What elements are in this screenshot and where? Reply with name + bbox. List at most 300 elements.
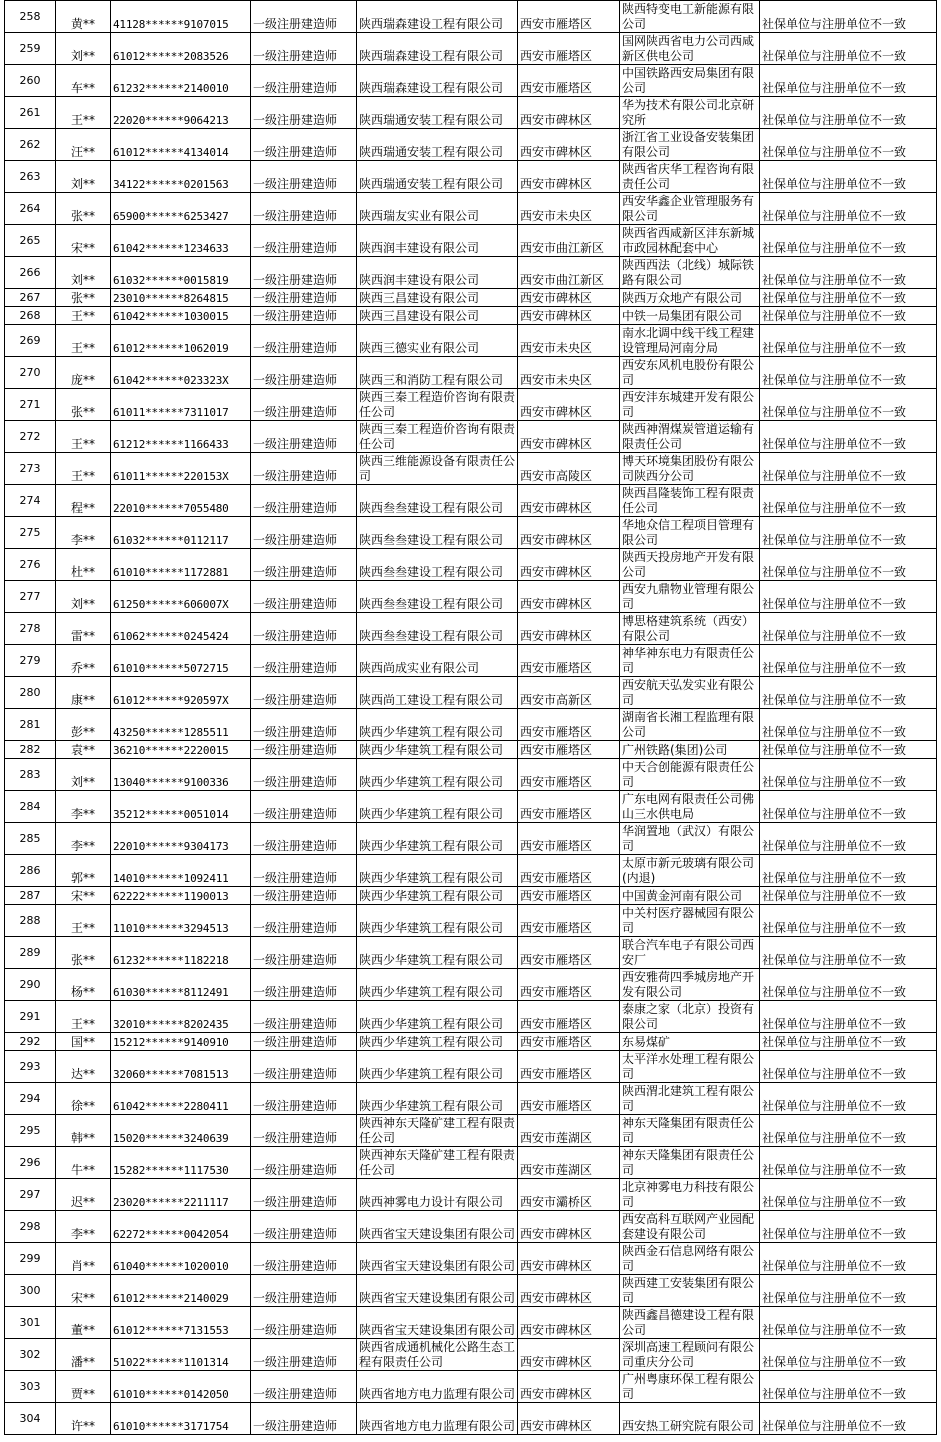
name-cell: 王** — [56, 307, 111, 325]
name-cell: 王** — [56, 453, 111, 485]
table-row — [5, 357, 937, 389]
name-cell: 程** — [56, 485, 111, 517]
district-cell: 西安市碑林区 — [518, 421, 620, 453]
table-body — [5, 1, 937, 1435]
id-number-cell: 61232******2140010 — [111, 65, 251, 97]
social-security-company-cell: 中关村医疗器械园有限公司 — [620, 905, 760, 937]
district-cell: 西安市碑林区 — [518, 1243, 620, 1275]
table-row — [5, 905, 937, 937]
id-number-cell: 13040******9100336 — [111, 759, 251, 791]
remark-cell: 社保单位与注册单位不一致 — [760, 1243, 937, 1275]
registered-company-cell: 陕西少华建筑工程有限公司 — [357, 1083, 518, 1115]
name-cell: 王** — [56, 97, 111, 129]
remark-cell: 社保单位与注册单位不一致 — [760, 289, 937, 307]
id-number-cell: 61042******2280411 — [111, 1083, 251, 1115]
table-row — [5, 1001, 937, 1033]
registered-company-cell: 陕西润丰建设有限公司 — [357, 225, 518, 257]
district-cell: 西安市未央区 — [518, 357, 620, 389]
id-number-cell: 61042******1030015 — [111, 307, 251, 325]
district-cell: 西安市碑林区 — [518, 289, 620, 307]
remark-cell: 社保单位与注册单位不一致 — [760, 161, 937, 193]
registered-company-cell: 陕西神雾电力设计有限公司 — [357, 1179, 518, 1211]
name-cell: 董** — [56, 1307, 111, 1339]
registered-company-cell: 陕西省宝天建设集团有限公司 — [357, 1243, 518, 1275]
district-cell: 西安市雁塔区 — [518, 1033, 620, 1051]
table-row — [5, 1307, 937, 1339]
row-number-cell: 261 — [5, 97, 56, 129]
qualification-type-cell: 一级注册建造师 — [251, 709, 357, 741]
social-security-company-cell: 太平洋水处理工程有限公司 — [620, 1051, 760, 1083]
table-row — [5, 389, 937, 421]
registered-company-cell: 陕西省宝天建设集团有限公司 — [357, 1211, 518, 1243]
name-cell: 康** — [56, 677, 111, 709]
id-number-cell: 62272******0042054 — [111, 1211, 251, 1243]
district-cell: 西安市雁塔区 — [518, 709, 620, 741]
row-number-cell: 303 — [5, 1371, 56, 1403]
registered-company-cell: 陕西省成通机械化公路生态工程有限责任公司 — [357, 1339, 518, 1371]
table-row — [5, 289, 937, 307]
social-security-company-cell: 北京神雾电力科技有限公司 — [620, 1179, 760, 1211]
row-number-cell: 265 — [5, 225, 56, 257]
qualification-type-cell: 一级注册建造师 — [251, 517, 357, 549]
row-number-cell: 276 — [5, 549, 56, 581]
name-cell: 许** — [56, 1403, 111, 1435]
table-row — [5, 421, 937, 453]
row-number-cell: 269 — [5, 325, 56, 357]
id-number-cell: 32060******7081513 — [111, 1051, 251, 1083]
registered-company-cell: 陕西少华建筑工程有限公司 — [357, 855, 518, 887]
district-cell: 西安市雁塔区 — [518, 937, 620, 969]
remark-cell: 社保单位与注册单位不一致 — [760, 225, 937, 257]
table-row — [5, 855, 937, 887]
qualification-type-cell: 一级注册建造师 — [251, 161, 357, 193]
row-number-cell: 278 — [5, 613, 56, 645]
table-row — [5, 677, 937, 709]
id-number-cell: 43250******1285511 — [111, 709, 251, 741]
social-security-company-cell: 陕西省庆华工程咨询有限责任公司 — [620, 161, 760, 193]
qualification-type-cell: 一级注册建造师 — [251, 741, 357, 759]
table-row — [5, 517, 937, 549]
id-number-cell: 15282******1117530 — [111, 1147, 251, 1179]
qualification-type-cell: 一级注册建造师 — [251, 225, 357, 257]
id-number-cell: 36210******2220015 — [111, 741, 251, 759]
registered-company-cell: 陕西省地方电力监理有限公司 — [357, 1403, 518, 1435]
social-security-company-cell: 中天合创能源有限责任公司 — [620, 759, 760, 791]
name-cell: 杜** — [56, 549, 111, 581]
remark-cell: 社保单位与注册单位不一致 — [760, 389, 937, 421]
row-number-cell: 298 — [5, 1211, 56, 1243]
qualification-type-cell: 一级注册建造师 — [251, 1001, 357, 1033]
district-cell: 西安市雁塔区 — [518, 1001, 620, 1033]
social-security-company-cell: 神东天隆集团有限责任公司 — [620, 1147, 760, 1179]
row-number-cell: 290 — [5, 969, 56, 1001]
row-number-cell: 304 — [5, 1403, 56, 1435]
district-cell: 西安市碑林区 — [518, 1275, 620, 1307]
district-cell: 西安市碑林区 — [518, 581, 620, 613]
district-cell: 西安市雁塔区 — [518, 645, 620, 677]
remark-cell: 社保单位与注册单位不一致 — [760, 1275, 937, 1307]
registered-company-cell: 陕西少华建筑工程有限公司 — [357, 969, 518, 1001]
table-row — [5, 791, 937, 823]
qualification-type-cell: 一级注册建造师 — [251, 389, 357, 421]
social-security-company-cell: 西安华鑫企业管理服务有限公司 — [620, 193, 760, 225]
qualification-type-cell: 一级注册建造师 — [251, 905, 357, 937]
row-number-cell: 294 — [5, 1083, 56, 1115]
social-security-company-cell: 陕西建工安装集团有限公司 — [620, 1275, 760, 1307]
name-cell: 张** — [56, 937, 111, 969]
row-number-cell: 292 — [5, 1033, 56, 1051]
qualification-type-cell: 一级注册建造师 — [251, 1115, 357, 1147]
qualification-type-cell: 一级注册建造师 — [251, 307, 357, 325]
qualification-type-cell: 一级注册建造师 — [251, 581, 357, 613]
row-number-cell: 277 — [5, 581, 56, 613]
table-row — [5, 1083, 937, 1115]
social-security-company-cell: 陕西鑫昌德建设工程有限公司 — [620, 1307, 760, 1339]
name-cell: 刘** — [56, 33, 111, 65]
row-number-cell: 302 — [5, 1339, 56, 1371]
remark-cell: 社保单位与注册单位不一致 — [760, 1, 937, 33]
social-security-company-cell: 博天环境集团股份有限公司陕西分公司 — [620, 453, 760, 485]
id-number-cell: 61011******220153X — [111, 453, 251, 485]
table-row — [5, 1211, 937, 1243]
qualification-type-cell: 一级注册建造师 — [251, 937, 357, 969]
name-cell: 车** — [56, 65, 111, 97]
remark-cell: 社保单位与注册单位不一致 — [760, 1339, 937, 1371]
table-row — [5, 613, 937, 645]
qualification-type-cell: 一级注册建造师 — [251, 485, 357, 517]
id-number-cell: 51022******1101314 — [111, 1339, 251, 1371]
registered-company-cell: 陕西瑞通安装工程有限公司 — [357, 97, 518, 129]
registered-company-cell: 陕西神东天隆矿建工程有限责任公司 — [357, 1115, 518, 1147]
district-cell: 西安市碑林区 — [518, 1371, 620, 1403]
remark-cell: 社保单位与注册单位不一致 — [760, 1403, 937, 1435]
remark-cell: 社保单位与注册单位不一致 — [760, 887, 937, 905]
table-row — [5, 161, 937, 193]
id-number-cell: 61012******2083526 — [111, 33, 251, 65]
name-cell: 王** — [56, 1001, 111, 1033]
remark-cell: 社保单位与注册单位不一致 — [760, 129, 937, 161]
remark-cell: 社保单位与注册单位不一致 — [760, 325, 937, 357]
district-cell: 西安市碑林区 — [518, 517, 620, 549]
name-cell: 刘** — [56, 581, 111, 613]
social-security-company-cell: 南水北调中线干线工程建设管理局河南分局 — [620, 325, 760, 357]
id-number-cell: 62222******1190013 — [111, 887, 251, 905]
qualification-type-cell: 一级注册建造师 — [251, 969, 357, 1001]
id-number-cell: 41128******9107015 — [111, 1, 251, 33]
name-cell: 李** — [56, 1211, 111, 1243]
qualification-type-cell: 一级注册建造师 — [251, 1147, 357, 1179]
id-number-cell: 61010******0142050 — [111, 1371, 251, 1403]
social-security-company-cell: 西安九鼎物业管理有限公司 — [620, 581, 760, 613]
name-cell: 张** — [56, 389, 111, 421]
id-number-cell: 61030******8112491 — [111, 969, 251, 1001]
registered-company-cell: 陕西叁叁建设工程有限公司 — [357, 485, 518, 517]
qualification-type-cell: 一级注册建造师 — [251, 855, 357, 887]
row-number-cell: 285 — [5, 823, 56, 855]
name-cell: 潘** — [56, 1339, 111, 1371]
social-security-company-cell: 陕西省西咸新区沣东新城市政园林配套中心 — [620, 225, 760, 257]
social-security-company-cell: 中国黄金河南有限公司 — [620, 887, 760, 905]
name-cell: 郭** — [56, 855, 111, 887]
registered-company-cell: 陕西叁叁建设工程有限公司 — [357, 517, 518, 549]
qualification-type-cell: 一级注册建造师 — [251, 193, 357, 225]
remark-cell: 社保单位与注册单位不一致 — [760, 517, 937, 549]
name-cell: 贾** — [56, 1371, 111, 1403]
row-number-cell: 272 — [5, 421, 56, 453]
district-cell: 西安市雁塔区 — [518, 65, 620, 97]
id-number-cell: 61212******1166433 — [111, 421, 251, 453]
registered-company-cell: 陕西叁叁建设工程有限公司 — [357, 549, 518, 581]
remark-cell: 社保单位与注册单位不一致 — [760, 97, 937, 129]
social-security-company-cell: 华润置地（武汉）有限公司 — [620, 823, 760, 855]
registered-company-cell: 陕西三和消防工程有限公司 — [357, 357, 518, 389]
name-cell: 王** — [56, 325, 111, 357]
social-security-company-cell: 联合汽车电子有限公司西安厂 — [620, 937, 760, 969]
name-cell: 牛** — [56, 1147, 111, 1179]
social-security-company-cell: 广州粤康环保工程有限公司 — [620, 1371, 760, 1403]
district-cell: 西安市雁塔区 — [518, 905, 620, 937]
table-row — [5, 97, 937, 129]
qualification-type-cell: 一级注册建造师 — [251, 357, 357, 389]
row-number-cell: 264 — [5, 193, 56, 225]
qualification-type-cell: 一级注册建造师 — [251, 759, 357, 791]
remark-cell: 社保单位与注册单位不一致 — [760, 357, 937, 389]
qualification-type-cell: 一级注册建造师 — [251, 613, 357, 645]
name-cell: 乔** — [56, 645, 111, 677]
social-security-company-cell: 广东电网有限责任公司佛山三水供电局 — [620, 791, 760, 823]
registered-company-cell: 陕西少华建筑工程有限公司 — [357, 937, 518, 969]
qualification-type-cell: 一级注册建造师 — [251, 1307, 357, 1339]
name-cell: 汪** — [56, 129, 111, 161]
registered-company-cell: 陕西叁叁建设工程有限公司 — [357, 581, 518, 613]
row-number-cell: 300 — [5, 1275, 56, 1307]
table-row — [5, 453, 937, 485]
row-number-cell: 263 — [5, 161, 56, 193]
remark-cell: 社保单位与注册单位不一致 — [760, 1115, 937, 1147]
district-cell: 西安市碑林区 — [518, 1339, 620, 1371]
social-security-company-cell: 陕西渭北建筑工程有限公司 — [620, 1083, 760, 1115]
remark-cell: 社保单位与注册单位不一致 — [760, 855, 937, 887]
district-cell: 西安市雁塔区 — [518, 791, 620, 823]
social-security-company-cell: 广州铁路(集团)公司 — [620, 741, 760, 759]
remark-cell: 社保单位与注册单位不一致 — [760, 969, 937, 1001]
qualification-type-cell: 一级注册建造师 — [251, 1243, 357, 1275]
remark-cell: 社保单位与注册单位不一致 — [760, 709, 937, 741]
table-row — [5, 1051, 937, 1083]
remark-cell: 社保单位与注册单位不一致 — [760, 453, 937, 485]
qualification-type-cell: 一级注册建造师 — [251, 421, 357, 453]
id-number-cell: 61042******1234633 — [111, 225, 251, 257]
table-row — [5, 33, 937, 65]
table-row — [5, 225, 937, 257]
id-number-cell: 61011******7311017 — [111, 389, 251, 421]
qualification-type-cell: 一级注册建造师 — [251, 129, 357, 161]
registered-company-cell: 陕西少华建筑工程有限公司 — [357, 887, 518, 905]
table-row — [5, 307, 937, 325]
name-cell: 国** — [56, 1033, 111, 1051]
row-number-cell: 287 — [5, 887, 56, 905]
row-number-cell: 259 — [5, 33, 56, 65]
qualification-type-cell: 一级注册建造师 — [251, 1083, 357, 1115]
qualification-type-cell: 一级注册建造师 — [251, 677, 357, 709]
row-number-cell: 296 — [5, 1147, 56, 1179]
registered-company-cell: 陕西三昌建设有限公司 — [357, 289, 518, 307]
registered-company-cell: 陕西润丰建设有限公司 — [357, 257, 518, 289]
qualification-type-cell: 一级注册建造师 — [251, 325, 357, 357]
remark-cell: 社保单位与注册单位不一致 — [760, 741, 937, 759]
row-number-cell: 301 — [5, 1307, 56, 1339]
name-cell: 达** — [56, 1051, 111, 1083]
registered-company-cell: 陕西少华建筑工程有限公司 — [357, 709, 518, 741]
name-cell: 李** — [56, 517, 111, 549]
social-security-company-cell: 陕西昌隆装饰工程有限责任公司 — [620, 485, 760, 517]
row-number-cell: 289 — [5, 937, 56, 969]
district-cell: 西安市高新区 — [518, 677, 620, 709]
district-cell: 西安市雁塔区 — [518, 969, 620, 1001]
remark-cell: 社保单位与注册单位不一致 — [760, 549, 937, 581]
id-number-cell: 22010******7055480 — [111, 485, 251, 517]
social-security-company-cell: 太原市新元玻璃有限公司(内退) — [620, 855, 760, 887]
id-number-cell: 34122******0201563 — [111, 161, 251, 193]
id-number-cell: 15020******3240639 — [111, 1115, 251, 1147]
name-cell: 张** — [56, 289, 111, 307]
registered-company-cell: 陕西尚成实业有限公司 — [357, 645, 518, 677]
row-number-cell: 275 — [5, 517, 56, 549]
table-row — [5, 887, 937, 905]
name-cell: 迟** — [56, 1179, 111, 1211]
district-cell: 西安市碑林区 — [518, 97, 620, 129]
id-number-cell: 23020******2211117 — [111, 1179, 251, 1211]
table-row — [5, 485, 937, 517]
registered-company-cell: 陕西省宝天建设集团有限公司 — [357, 1275, 518, 1307]
id-number-cell: 61010******1172881 — [111, 549, 251, 581]
registered-company-cell: 陕西三昌建设有限公司 — [357, 307, 518, 325]
social-security-company-cell: 中铁一局集团有限公司 — [620, 307, 760, 325]
table-row — [5, 549, 937, 581]
district-cell: 西安市雁塔区 — [518, 887, 620, 905]
social-security-company-cell: 陕西西法（北线）城际铁路有限公司 — [620, 257, 760, 289]
district-cell: 西安市碑林区 — [518, 1403, 620, 1435]
remark-cell: 社保单位与注册单位不一致 — [760, 1147, 937, 1179]
qualification-type-cell: 一级注册建造师 — [251, 791, 357, 823]
qualification-type-cell: 一级注册建造师 — [251, 1051, 357, 1083]
table-row — [5, 645, 937, 677]
remark-cell: 社保单位与注册单位不一致 — [760, 1307, 937, 1339]
row-number-cell: 266 — [5, 257, 56, 289]
id-number-cell: 61232******1182218 — [111, 937, 251, 969]
district-cell: 西安市莲湖区 — [518, 1147, 620, 1179]
id-number-cell: 61032******0112117 — [111, 517, 251, 549]
qualification-type-cell: 一级注册建造师 — [251, 65, 357, 97]
remark-cell: 社保单位与注册单位不一致 — [760, 1001, 937, 1033]
table-row — [5, 193, 937, 225]
id-number-cell: 61012******2140029 — [111, 1275, 251, 1307]
id-number-cell: 11010******3294513 — [111, 905, 251, 937]
row-number-cell: 262 — [5, 129, 56, 161]
social-security-company-cell: 陕西金石信息网络有限公司 — [620, 1243, 760, 1275]
qualification-type-cell: 一级注册建造师 — [251, 823, 357, 855]
remark-cell: 社保单位与注册单位不一致 — [760, 645, 937, 677]
row-number-cell: 270 — [5, 357, 56, 389]
name-cell: 雷** — [56, 613, 111, 645]
name-cell: 王** — [56, 905, 111, 937]
name-cell: 宋** — [56, 887, 111, 905]
district-cell: 西安市灞桥区 — [518, 1179, 620, 1211]
registered-company-cell: 陕西瑞森建设工程有限公司 — [357, 65, 518, 97]
registered-company-cell: 陕西三德实业有限公司 — [357, 325, 518, 357]
remark-cell: 社保单位与注册单位不一致 — [760, 257, 937, 289]
registered-company-cell: 陕西瑞森建设工程有限公司 — [357, 33, 518, 65]
row-number-cell: 268 — [5, 307, 56, 325]
remark-cell: 社保单位与注册单位不一致 — [760, 677, 937, 709]
row-number-cell: 286 — [5, 855, 56, 887]
registered-company-cell: 陕西省地方电力监理有限公司 — [357, 1371, 518, 1403]
id-number-cell: 61012******920597X — [111, 677, 251, 709]
social-security-company-cell: 东易煤矿 — [620, 1033, 760, 1051]
social-security-company-cell: 国网陕西省电力公司西咸新区供电公司 — [620, 33, 760, 65]
table-row — [5, 937, 937, 969]
id-number-cell: 14010******1092411 — [111, 855, 251, 887]
registered-company-cell: 陕西瑞友实业有限公司 — [357, 193, 518, 225]
id-number-cell: 61062******0245424 — [111, 613, 251, 645]
id-number-cell: 23010******8264815 — [111, 289, 251, 307]
registered-company-cell: 陕西三秦工程造价咨询有限责任公司 — [357, 421, 518, 453]
row-number-cell: 299 — [5, 1243, 56, 1275]
district-cell: 西安市碑林区 — [518, 161, 620, 193]
remark-cell: 社保单位与注册单位不一致 — [760, 937, 937, 969]
social-security-company-cell: 陕西万众地产有限公司 — [620, 289, 760, 307]
district-cell: 西安市曲江新区 — [518, 225, 620, 257]
remark-cell: 社保单位与注册单位不一致 — [760, 759, 937, 791]
qualification-type-cell: 一级注册建造师 — [251, 887, 357, 905]
social-security-company-cell: 湖南省长湘工程监理有限公司 — [620, 709, 760, 741]
remark-cell: 社保单位与注册单位不一致 — [760, 581, 937, 613]
remark-cell: 社保单位与注册单位不一致 — [760, 1211, 937, 1243]
remark-cell: 社保单位与注册单位不一致 — [760, 905, 937, 937]
registered-company-cell: 陕西少华建筑工程有限公司 — [357, 759, 518, 791]
table-row — [5, 1033, 937, 1051]
qualification-type-cell: 一级注册建造师 — [251, 1179, 357, 1211]
district-cell: 西安市雁塔区 — [518, 741, 620, 759]
qualification-type-cell: 一级注册建造师 — [251, 1211, 357, 1243]
remark-cell: 社保单位与注册单位不一致 — [760, 613, 937, 645]
id-number-cell: 61012******1062019 — [111, 325, 251, 357]
name-cell: 肖** — [56, 1243, 111, 1275]
remark-cell: 社保单位与注册单位不一致 — [760, 1179, 937, 1211]
id-number-cell: 22020******9064213 — [111, 97, 251, 129]
registered-company-cell: 陕西三秦工程造价咨询有限责任公司 — [357, 389, 518, 421]
table-row — [5, 129, 937, 161]
id-number-cell: 61032******0015819 — [111, 257, 251, 289]
remark-cell: 社保单位与注册单位不一致 — [760, 307, 937, 325]
social-security-company-cell: 浙江省工业设备安装集团有限公司 — [620, 129, 760, 161]
table-row — [5, 1179, 937, 1211]
id-number-cell: 35212******0051014 — [111, 791, 251, 823]
district-cell: 西安市莲湖区 — [518, 1115, 620, 1147]
row-number-cell: 283 — [5, 759, 56, 791]
remark-cell: 社保单位与注册单位不一致 — [760, 1051, 937, 1083]
remark-cell: 社保单位与注册单位不一致 — [760, 65, 937, 97]
qualification-type-cell: 一级注册建造师 — [251, 257, 357, 289]
qualification-type-cell: 一级注册建造师 — [251, 33, 357, 65]
name-cell: 黄** — [56, 1, 111, 33]
table-row — [5, 1371, 937, 1403]
district-cell: 西安市雁塔区 — [518, 1083, 620, 1115]
district-cell: 西安市碑林区 — [518, 613, 620, 645]
id-number-cell: 61012******7131553 — [111, 1307, 251, 1339]
row-number-cell: 284 — [5, 791, 56, 823]
id-number-cell: 61010******3171754 — [111, 1403, 251, 1435]
